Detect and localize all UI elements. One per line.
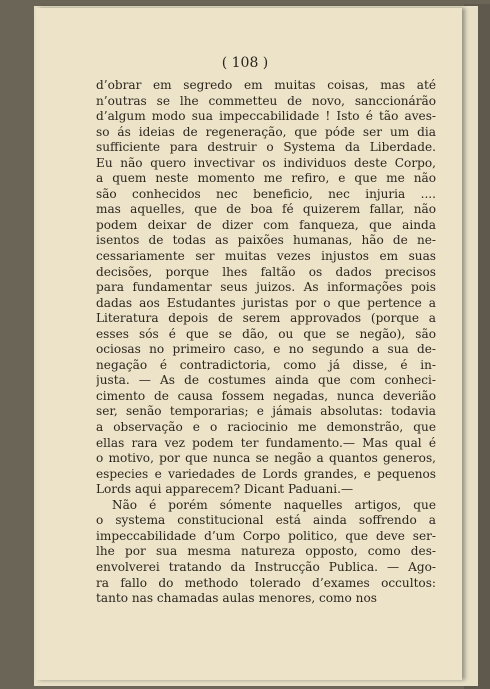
text-line: o systema constitucional está ainda soffrendo a <box>96 513 436 528</box>
body-text <box>96 78 436 607</box>
text-line: dadas aos Estudantes juristas por o que pertence a <box>96 295 436 310</box>
text-line: são conhecidos nec beneficio, nec injuria .... <box>96 186 436 201</box>
text-line: decisões, porque lhes faltão os dados precisos <box>96 264 436 279</box>
text-line: Não é porém sómente naquelles artigos, que <box>112 497 436 512</box>
text-line: envolverei tratando da Instrucção Publica. — Ago- <box>96 559 436 574</box>
text-line: justa. — As de costumes ainda que com conheci- <box>96 373 436 388</box>
text-line: para fundamentar seus juizos. As informações pois <box>96 280 436 295</box>
text-line: Lords aqui apparecem? Dicant Paduani.— <box>96 482 354 497</box>
text-line: n’outras se lhe commetteu de novo, sanccionárão <box>96 93 436 108</box>
text-line: sufficiente para destruir o Systema da Liberdade. <box>96 140 436 155</box>
text-line: lhe por sua mesma natureza opposto, como des- <box>96 544 436 559</box>
text-line: mas aquelles, que de boa fé quizerem fallar, não <box>96 202 436 217</box>
text-line: o motivo, por que nunca se negão a quantos generos, <box>96 451 436 466</box>
text-line: isentos de todas as paixões humanas, hão de ne- <box>96 233 436 248</box>
page-number: ( 108 ) <box>221 55 269 71</box>
text-line: Eu não quero invectivar os individuos deste Corpo, <box>96 155 436 170</box>
text-line: ociosas no primeiro caso, e no segundo a sua de- <box>96 342 436 357</box>
text-line: cimento de causa fossem negadas, nunca deverião <box>96 388 436 403</box>
text-line: ellas rara vez podem ter fundamento.— Mas qual é <box>96 435 436 450</box>
text-line: impeccabilidade d’um Corpo politico, que deve ser- <box>96 528 436 543</box>
text-line: cessariamente ser muitas vezes injustos em suas <box>96 249 436 264</box>
text-line: a quem neste momento me refiro, e que me não <box>96 171 436 186</box>
text-line: tanto nas chamadas aulas menores, como nos <box>96 591 377 606</box>
text-line: d’obrar em segredo em muitas coisas, mas até <box>96 78 436 92</box>
text-line: Literatura depois de serem approvados (porque a <box>96 311 436 326</box>
text-line: especies e variedades de Lords grandes, e pequenos <box>96 466 436 481</box>
text-line: podem deixar de dizer com fanqueza, que ainda <box>96 217 436 232</box>
text-line: ra fallo do methodo tolerado d’exames occultos: <box>96 575 436 590</box>
text-line: esses sós é que se dão, ou que se negão), são <box>96 326 436 341</box>
text-line: ser, senão temporarias; e jámais absolutas: todavia <box>96 404 436 419</box>
text-line: d’algum modo sua impeccabilidade ! Isto é tão aves- <box>96 109 436 124</box>
text-line: so ás ideias de regeneração, que póde ser um dia <box>96 124 436 139</box>
text-line: negação é contradictoria, como já disse, é in- <box>96 357 436 372</box>
text-line: a observação e o raciocinio me demonstrão, que <box>96 420 436 435</box>
